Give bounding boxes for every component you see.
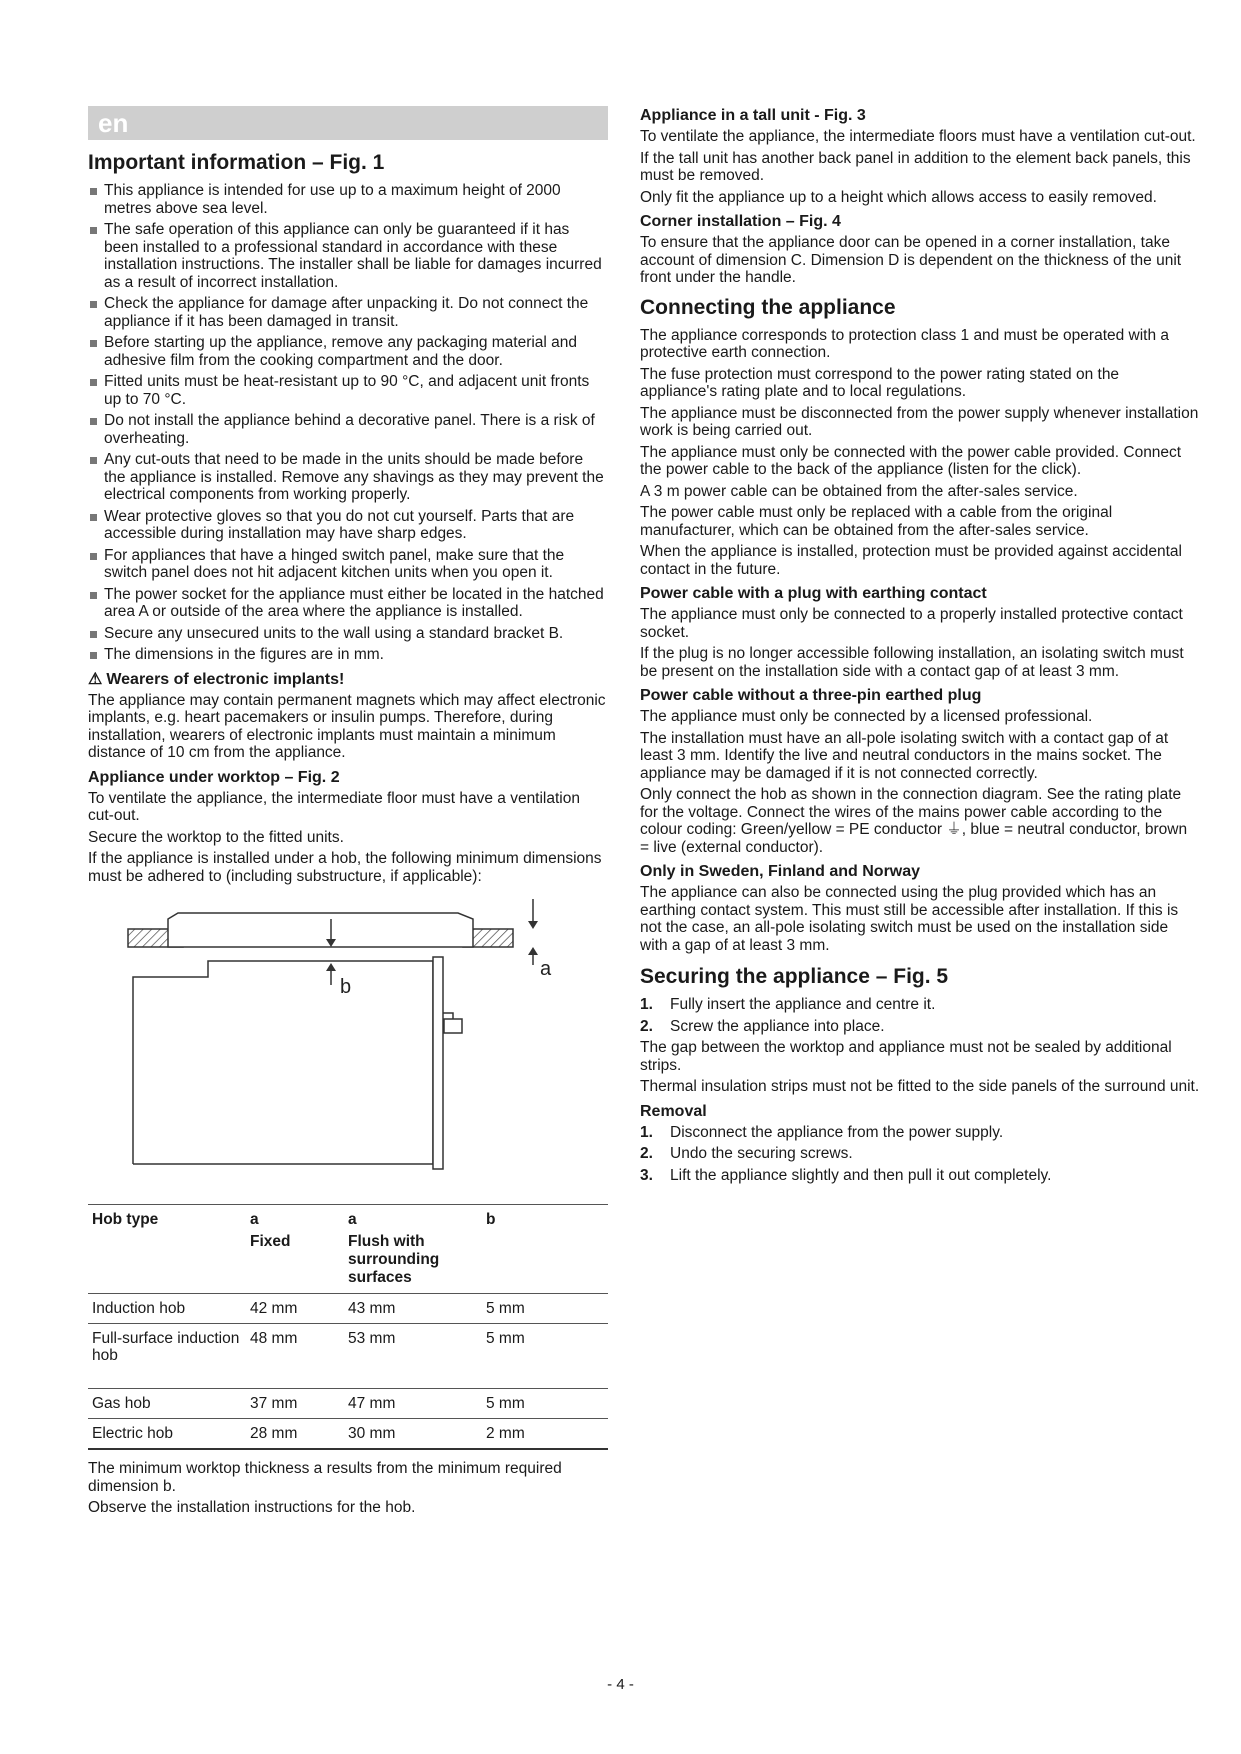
table-header-row — [88, 1205, 608, 1232]
arrow-a-bottom-head — [528, 947, 538, 955]
list-item — [640, 996, 1200, 1014]
table-cell: 53 mm — [344, 1324, 482, 1389]
tall-unit-heading: Appliance in a tall unit - Fig. 3 — [640, 107, 866, 124]
securing-paragraph: Thermal insulation strips must not be fitted to the side panels of the surround unit. — [640, 1078, 1200, 1095]
list-item — [640, 1018, 1200, 1036]
label-a: a — [540, 958, 552, 980]
table-cell: 28 mm — [246, 1419, 344, 1450]
plug-heading: Power cable with a plug with earthing contact — [640, 585, 987, 602]
language-bar — [88, 106, 608, 140]
list-item: Fitted units must be heat-resistant up to 90 °C, and adjacent unit fronts up to 70 °C. — [88, 373, 608, 408]
securing-steps — [640, 996, 1200, 1035]
table-subheader-cell: Flush with surrounding surfaces — [344, 1231, 482, 1294]
step-number: 3. — [640, 1166, 653, 1184]
table-row — [88, 1324, 608, 1389]
no-plug-heading: Power cable without a three-pin earthed plug — [640, 687, 982, 704]
plug-paragraph: If the plug is no longer accessible following installation, an isolating switch must be present on the installation side with a contact gap of at least 3 mm. — [640, 645, 1184, 680]
list-item: This appliance is intended for use up to a maximum height of 2000 metres above sea level. — [88, 182, 608, 217]
corner-heading: Corner installation – Fig. 4 — [640, 213, 841, 230]
step-text: Disconnect the appliance from the power supply. — [670, 1123, 1004, 1141]
nordic-paragraph: The appliance can also be connected using the plug provided which has an earthing contact system. This must still be accessible after installation. If this is not the case, an all-pole isolating switch must be used on the installation side with a gap of at least 3 mm. — [640, 884, 1179, 954]
table-cell: 5 mm — [482, 1294, 608, 1324]
list-item — [640, 1124, 1200, 1142]
table-cell: 47 mm — [344, 1389, 482, 1419]
worktop-paragraph: To ventilate the appliance, the intermediate floor must have a ventilation cut-out. — [88, 789, 580, 824]
list-item: The dimensions in the figures are in mm. — [88, 646, 608, 664]
step-text: Lift the appliance slightly and then pull it out completely. — [670, 1166, 1052, 1184]
step-text: Undo the securing screws. — [670, 1145, 853, 1162]
step-number: 2. — [640, 1145, 653, 1162]
right-column — [640, 106, 1200, 1188]
table-row — [88, 1294, 608, 1324]
no-plug-paragraph: Only connect the hob as shown in the connection diagram. See the rating plate for the voltage. Connect the wires of the mains power cable according to the colour coding: Green/yellow = PE conductor ⏚, blue = neutral conductor, brown = live (external conductor). — [640, 786, 1188, 856]
table-cell: 2 mm — [482, 1419, 608, 1450]
table-row — [88, 1389, 608, 1419]
implants-heading-text: Wearers of electronic implants! — [106, 670, 345, 688]
important-info-list — [88, 182, 608, 664]
oven-body — [133, 961, 433, 1164]
connecting-paragraph: The appliance must be disconnected from the power supply whenever installation work is being carried out. — [640, 404, 1199, 439]
table-subheader-cell — [88, 1231, 246, 1294]
list-item: Secure any unsecured units to the wall using a standard bracket B. — [88, 625, 608, 643]
nordic-heading: Only in Sweden, Finland and Norway — [640, 863, 921, 880]
table-row — [88, 1419, 608, 1450]
table-cell: Induction hob — [88, 1294, 246, 1324]
table-cell: 37 mm — [246, 1389, 344, 1419]
table-cell: 43 mm — [344, 1294, 482, 1324]
removal-heading: Removal — [640, 1102, 707, 1120]
hob-dimensions-table — [88, 1204, 608, 1450]
tall-unit-paragraph: To ventilate the appliance, the intermediate floors must have a ventilation cut-out. — [640, 128, 1196, 145]
worktop-paragraph: If the appliance is installed under a hob, the following minimum dimensions must be adhered to (including substructure, if applicable): — [88, 850, 602, 885]
warning-icon: ⚠ — [88, 670, 103, 688]
table-header-cell: b — [482, 1205, 608, 1232]
table-cell: 30 mm — [344, 1419, 482, 1450]
list-item: The power socket for the appliance must either be located in the hatched area A or outside of the area where the appliance is installed. — [88, 586, 608, 621]
list-item — [640, 1145, 1200, 1163]
connecting-paragraph: The power cable must only be replaced with a cable from the original manufacturer, which can be obtained from the after-sales service. — [640, 504, 1113, 539]
table-cell: Electric hob — [88, 1419, 246, 1450]
arrow-b-bottom-head — [326, 963, 336, 971]
worktop-heading: Appliance under worktop – Fig. 2 — [88, 768, 340, 786]
table-cell: Gas hob — [88, 1389, 246, 1419]
connecting-paragraph: When the appliance is installed, protection must be provided against accidental contact in the future. — [640, 543, 1182, 578]
tall-unit-paragraph: If the tall unit has another back panel in addition to the element back panels, this must be removed. — [640, 149, 1191, 184]
table-cell: 5 mm — [482, 1324, 608, 1389]
connecting-title: Connecting the appliance — [640, 295, 896, 319]
table-cell: Full-surface induction hob — [88, 1324, 246, 1389]
language-label: en — [98, 108, 129, 138]
corner-paragraph: To ensure that the appliance door can be opened in a corner installation, take account of dimension C. Dimension D is dependent on the thickness of the unit front under the handle. — [640, 234, 1182, 286]
list-item: Check the appliance for damage after unpacking it. Do not connect the appliance if it has been damaged in transit. — [88, 295, 608, 330]
implants-heading — [88, 670, 608, 690]
removal-steps — [640, 1124, 1200, 1185]
page-number: - 4 - — [607, 1676, 634, 1693]
list-item — [640, 1167, 1200, 1185]
connecting-paragraph: The appliance must only be connected with the power cable provided. Connect the power cable to the back of the appliance (listen for the click). — [640, 443, 1182, 478]
no-plug-paragraph: The appliance must only be connected by a licensed professional. — [640, 708, 1093, 725]
plug-paragraph: The appliance must only be connected to a properly installed protective contact socket. — [640, 606, 1183, 641]
connecting-paragraph: A 3 m power cable can be obtained from the after-sales service. — [640, 482, 1078, 500]
securing-paragraph: The gap between the worktop and appliance must not be sealed by additional strips. — [640, 1039, 1172, 1074]
implants-text: The appliance may contain permanent magnets which may affect electronic implants, e.g. heart pacemakers or insulin pumps. Therefore, during installation, wearers of electronic implants must maintain a minimum distance of 10 cm from the appliance. — [88, 691, 606, 761]
table-subheader-cell: Fixed — [246, 1231, 344, 1294]
securing-title: Securing the appliance – Fig. 5 — [640, 965, 949, 988]
step-number: 1. — [640, 996, 653, 1013]
table-cell: 42 mm — [246, 1294, 344, 1324]
step-text: Screw the appliance into place. — [670, 1017, 885, 1035]
door-handle — [444, 1019, 462, 1033]
no-plug-paragraph: The installation must have an all-pole isolating switch with a contact gap of at least 3 mm. Identify the live and neutral conductors in the mains socket. The appliance may be damaged if it is not connected correctly. — [640, 729, 1169, 782]
connecting-paragraph: The fuse protection must correspond to the power rating stated on the appliance's rating plate and to local regulations. — [640, 365, 1120, 400]
table-header-cell: a — [344, 1205, 482, 1232]
table-cell: 5 mm — [482, 1389, 608, 1419]
label-b: b — [340, 976, 352, 998]
worktop-paragraph: Secure the worktop to the fitted units. — [88, 828, 344, 846]
table-subheader-row — [88, 1231, 608, 1294]
oven-door — [433, 957, 443, 1169]
step-number: 1. — [640, 1123, 653, 1141]
step-number: 2. — [640, 1017, 653, 1035]
hob-instructions-note: Observe the installation instructions for the hob. — [88, 1499, 416, 1516]
list-item: The safe operation of this appliance can only be guaranteed if it has been installed to a professional standard in accordance with these installation instructions. The installer shall be liable for damages incurred as a result of incorrect installation. — [88, 221, 608, 291]
worktop-thickness-note: The minimum worktop thickness a results from the minimum required dimension b. — [88, 1460, 562, 1495]
list-item: For appliances that have a hinged switch panel, make sure that the switch panel does not hit adjacent kitchen units when you open it. — [88, 547, 608, 582]
important-info-title: Important information – Fig. 1 — [88, 151, 385, 174]
table-subheader-cell — [482, 1231, 608, 1294]
list-item: Before starting up the appliance, remove any packaging material and adhesive film from the cooking compartment and the door. — [88, 334, 608, 369]
connecting-paragraph: The appliance corresponds to protection class 1 and must be operated with a protective earth connection. — [640, 326, 1170, 361]
list-item: Wear protective gloves so that you do not cut yourself. Parts that are accessible during installation may have sharp edges. — [88, 508, 608, 543]
list-item: Do not install the appliance behind a decorative panel. There is a risk of overheating. — [88, 412, 608, 447]
after-table-notes — [88, 1460, 608, 1517]
tall-unit-paragraph: Only fit the appliance up to a height which allows access to easily removed. — [640, 188, 1157, 206]
hob-outline — [168, 913, 473, 947]
table-cell: 48 mm — [246, 1324, 344, 1389]
step-text: Fully insert the appliance and centre it. — [670, 996, 936, 1013]
arrow-a-top-head — [528, 921, 538, 929]
left-column — [88, 106, 608, 1521]
list-item: Any cut-outs that need to be made in the units should be made before the appliance is installed. Remove any shavings as they may prevent the electrical components from working properly. — [88, 451, 608, 504]
table-header-cell: Hob type — [88, 1205, 246, 1232]
worktop-figure — [88, 899, 608, 1199]
table-header-cell: a — [246, 1205, 344, 1232]
